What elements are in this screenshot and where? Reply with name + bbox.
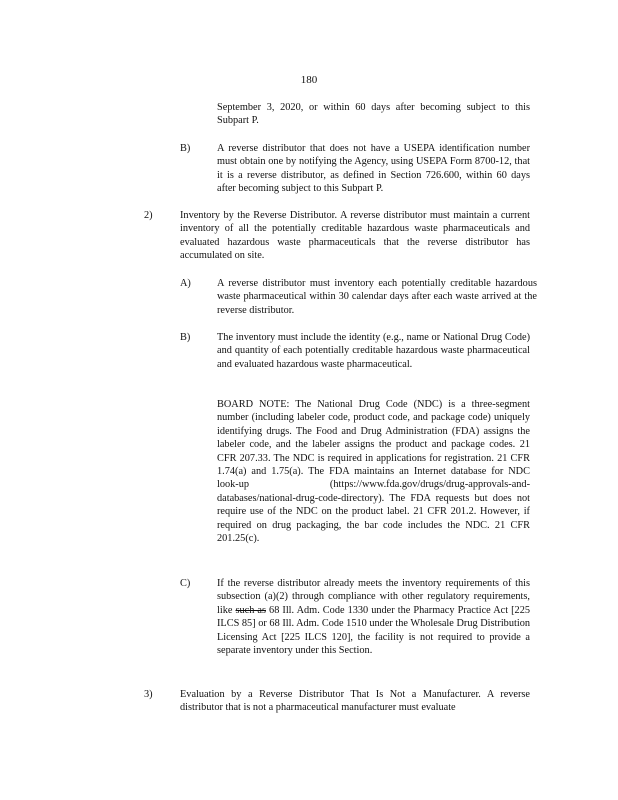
item-b-identification [217, 142, 530, 196]
item-a-text: A reverse distributor must inventory each potentially creditable hazardous waste pharmaceutical within 30 calendar days after each waste arrived at the reverse distributor. [217, 278, 537, 316]
item-c-text-after: 68 Ill. Adm. Code 1330 under the Pharmacy Practice Act [225 ILCS 85] or 68 Ill. Adm. Code 1510 under the Wholesale Drug Distribution Licensing Act [225 ILCS 120], the facility is not required to provide a separate inventory under this Section. [217, 604, 531, 657]
item-b-text: A reverse distributor that does not have a USEPA identification number must obtain one by notifying the Agency, using USEPA Form 8700-12, that it is a reverse distributor, as defined in Section 726.600, within 60 days after becoming subject to this Subpart P. [217, 143, 530, 195]
item-a-label: A) [180, 278, 191, 289]
item-b2-text: The inventory must include the identity (e.g., name or National Drug Code) and quantity of each potentially creditable hazardous waste pharmaceutical and evaluated hazardous waste pharmaceutical. [217, 332, 530, 370]
item-2-label: 2) [144, 210, 153, 221]
item-b-label: B) [180, 143, 191, 154]
page-number: 180 [300, 74, 318, 86]
item-b2-label: B) [180, 332, 191, 343]
item-c-text-before: If the reverse distributor already meets the inventory requirements of this subsection (a)(2) through compliance with other regulatory requirements, like [217, 578, 530, 616]
item-c-text [217, 577, 530, 657]
item-3-label: 3) [144, 689, 153, 700]
item-c-label: C) [180, 578, 191, 589]
item-c-struck-text: such as [235, 604, 266, 616]
item-a-inventory-timing [217, 277, 537, 317]
item-3-text: Evaluation by a Reverse Distributor That Is Not a Manufacturer. A reverse distributor that is not a pharmaceutical manufacturer must evaluate [180, 689, 530, 714]
item-2-inventory [180, 209, 530, 263]
continuation-paragraph: September 3, 2020, or within 60 days after becoming subject to this Subpart P. [217, 102, 530, 127]
continuation-text [217, 101, 530, 128]
board-note [217, 398, 530, 545]
item-b2-inventory-contents [217, 331, 530, 371]
item-c-existing-compliance [217, 577, 530, 657]
item-3-evaluation [180, 688, 530, 715]
item-2-text: Inventory by the Reverse Distributor. A reverse distributor must maintain a current inventory of all the potentially creditable hazardous waste pharmaceuticals and evaluated hazardous waste pharmaceuticals that the reverse distributor has accumulated on site. [180, 210, 530, 262]
board-note-text: BOARD NOTE: The National Drug Code (NDC) is a three-segment number (including labeler code, product code, and package code) uniquely identifying drugs. The Food and Drug Administration (FDA) assigns the labeler code, and the labeler assigns the product and package codes. 21 CFR 207.33. The NDC is required in applications for registration. 21 CFR 1.74(a) and 1.75(a). The FDA maintains an Internet database for NDC look-up (https://www.fda.gov/drugs/drug-approvals-and-databases/national-drug-code-directory). The FDA requests but does not require use of the NDC on the product label. 21 CFR 201.2. However, if required on drug packaging, the bar code includes the NDC. 21 CFR 201.25(c). [217, 399, 530, 545]
